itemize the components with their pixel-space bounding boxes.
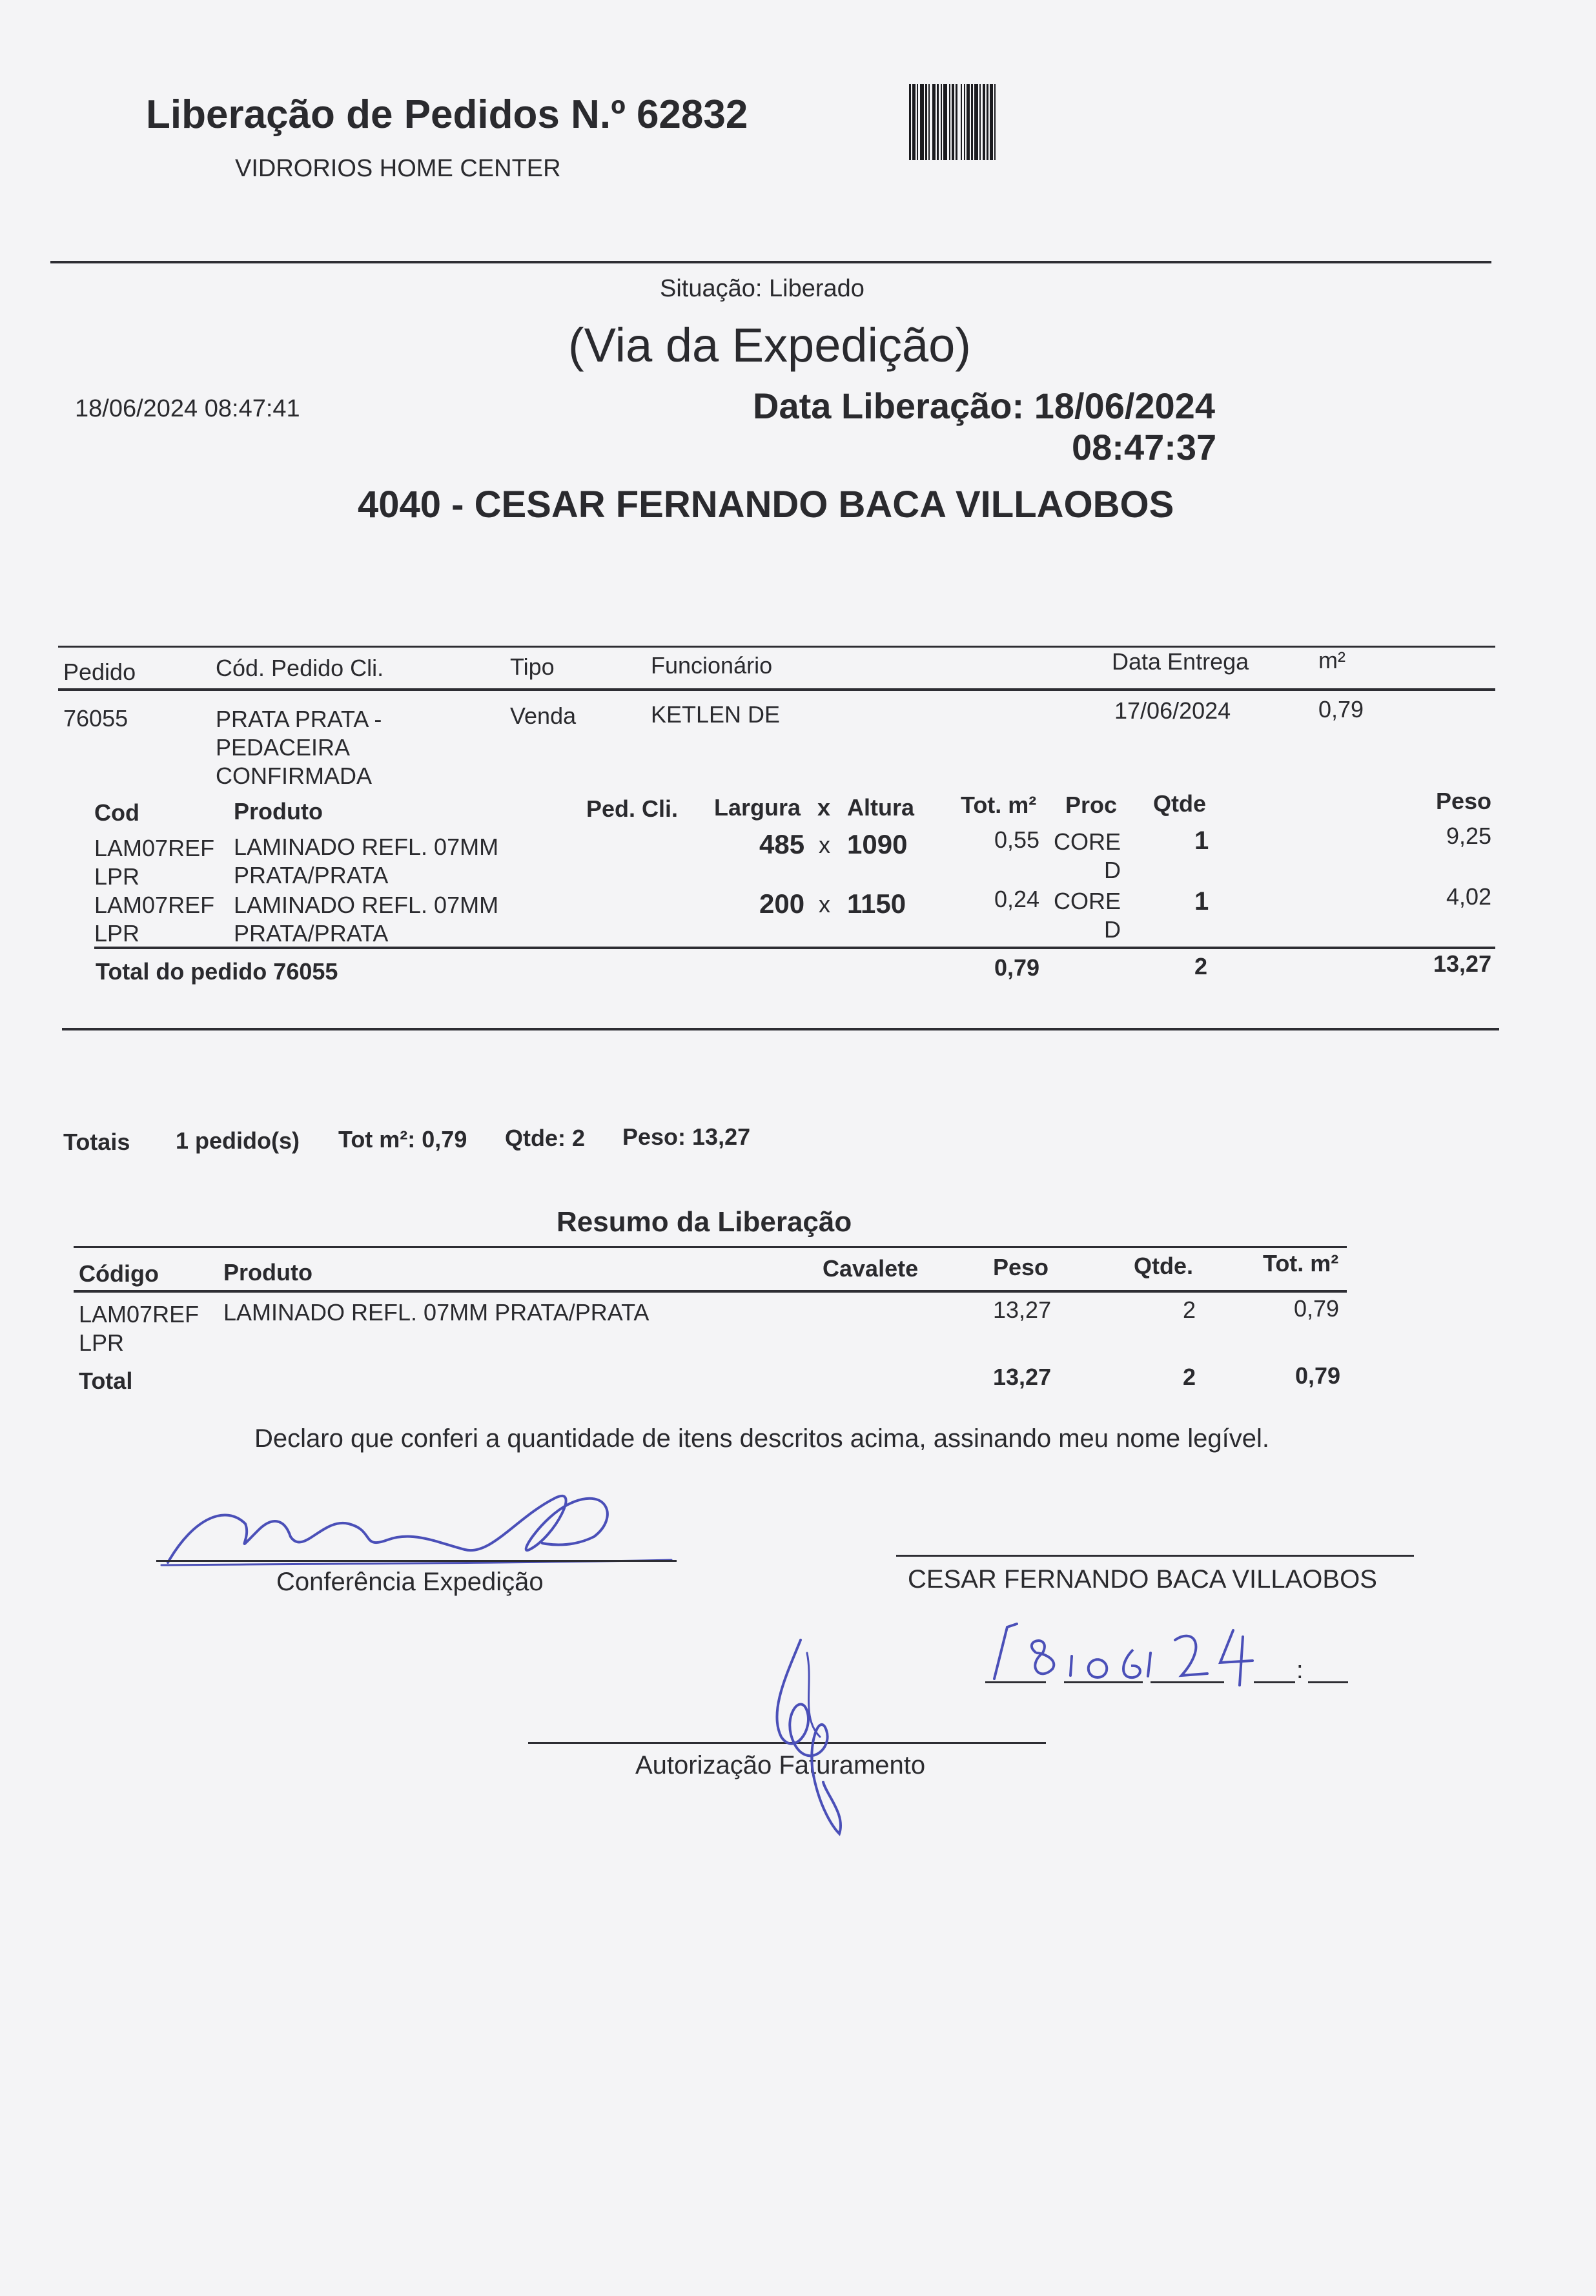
item-2-produto: LAMINADO REFL. 07MM PRATA/PRATA	[234, 892, 499, 947]
item-2-altura: 1150	[847, 888, 906, 919]
items-header-ped-cli: Ped. Cli.	[586, 795, 679, 822]
order-funcionario: KETLEN DE	[651, 701, 781, 728]
col-header-funcionario: Funcionário	[651, 652, 773, 679]
time-blank-minute	[1308, 1681, 1348, 1683]
summary-top-border	[74, 1246, 1347, 1248]
item-1-cod: LAM07REF LPR	[94, 835, 215, 890]
summary-header-codigo: Código	[79, 1260, 159, 1287]
summary-row-tot-m2: 0,79	[1294, 1295, 1340, 1322]
summary-header-produto: Produto	[223, 1259, 312, 1286]
summary-total-label: Total	[79, 1368, 133, 1394]
client-signature-name: CESAR FERNANDO BACA VILLAOBOS	[908, 1565, 1377, 1594]
declaration-text: Declaro que conferi a quantidade de itens descritos acima, assinando meu nome legível.	[254, 1424, 1270, 1453]
summary-total-qtde: 2	[1183, 1364, 1196, 1390]
summary-header-cavalete: Cavalete	[823, 1255, 919, 1282]
client-name: 4040 - CESAR FERNANDO BACA VILLAOBOS	[358, 484, 1174, 526]
order-tipo: Venda	[510, 702, 577, 729]
item-1-largura: 485	[759, 829, 805, 859]
conferencia-label: Conferência Expedição	[276, 1568, 544, 1596]
col-header-tipo: Tipo	[510, 653, 555, 680]
item-1-produto: LAMINADO REFL. 07MM PRATA/PRATA	[234, 834, 499, 888]
conferencia-signature	[155, 1479, 723, 1582]
item-2-peso: 4,02	[1446, 883, 1492, 910]
col-header-pedido: Pedido	[63, 659, 136, 685]
totals-label: Totais	[63, 1129, 130, 1155]
summary-row-qtde: 2	[1183, 1297, 1196, 1323]
item-2-largura: 200	[759, 888, 805, 919]
item-2-tot-m2: 0,24	[994, 886, 1040, 912]
summary-header-peso: Peso	[993, 1254, 1049, 1280]
items-header-qtde: Qtde	[1153, 790, 1207, 817]
items-header-tot-m2: Tot. m²	[961, 792, 1037, 818]
summary-total-peso: 13,27	[993, 1364, 1052, 1390]
item-1-qtde: 1	[1194, 826, 1209, 855]
item-2-cod: LAM07REF LPR	[94, 892, 215, 947]
item-1-altura: 1090	[847, 829, 908, 859]
items-header-proc: Proc	[1065, 792, 1118, 818]
items-total-tot-m2: 0,79	[994, 954, 1040, 981]
totals-pedidos: 1 pedido(s)	[176, 1127, 300, 1154]
summary-header-border	[74, 1290, 1347, 1293]
items-header-peso: Peso	[1436, 788, 1492, 814]
company-name: VIDRORIOS HOME CENTER	[235, 155, 561, 182]
header-divider	[50, 261, 1491, 263]
totals-peso: Peso: 13,27	[622, 1123, 751, 1150]
item-1-proc: CORE D	[1053, 828, 1121, 883]
items-header-altura: Altura	[847, 794, 915, 821]
summary-header-qtde: Qtde.	[1134, 1253, 1194, 1279]
autorizacao-signature	[762, 1634, 865, 1840]
items-total-label: Total do pedido 76055	[96, 958, 338, 985]
col-header-m2: m²	[1318, 647, 1345, 673]
summary-row-codigo: LAM07REF LPR	[79, 1301, 200, 1356]
item-2-proc: CORE D	[1053, 888, 1121, 943]
via-label: (Via da Expedição)	[568, 318, 971, 372]
handwritten-date	[981, 1614, 1356, 1698]
date-blank-year	[1151, 1681, 1224, 1683]
order-table-header-border	[58, 688, 1495, 691]
items-header-x: x	[817, 794, 831, 821]
autorizacao-label: Autorização Faturamento	[635, 1751, 926, 1779]
items-total-qtde: 2	[1194, 953, 1208, 979]
col-header-data-entrega: Data Entrega	[1112, 648, 1249, 675]
items-total-peso: 13,27	[1433, 950, 1492, 977]
release-date: Data Liberação: 18/06/2024	[753, 385, 1215, 426]
status-text: Situação: Liberado	[660, 275, 865, 302]
summary-title: Resumo da Liberação	[557, 1206, 852, 1238]
barcode	[909, 84, 1157, 160]
time-separator: :	[1296, 1657, 1304, 1684]
totals-qtde: Qtde: 2	[505, 1125, 586, 1151]
summary-header-tot-m2: Tot. m²	[1263, 1250, 1339, 1276]
item-1-x: x	[819, 832, 830, 858]
conferencia-line	[156, 1560, 677, 1562]
release-time: 08:47:37	[1072, 427, 1217, 467]
order-section-divider	[62, 1028, 1499, 1030]
document-title: Liberação de Pedidos N.º 62832	[146, 92, 748, 137]
item-2-x: x	[819, 891, 830, 917]
barcode-bar	[996, 84, 998, 160]
col-header-cod-pedido-cli: Cód. Pedido Cli.	[216, 655, 384, 681]
order-pedido: 76055	[63, 705, 128, 732]
item-1-tot-m2: 0,55	[994, 826, 1040, 853]
summary-row-produto: LAMINADO REFL. 07MM PRATA/PRATA	[223, 1299, 650, 1326]
order-data-entrega: 17/06/2024	[1114, 697, 1231, 724]
item-2-qtde: 1	[1194, 887, 1209, 916]
print-datetime: 18/06/2024 08:47:41	[75, 395, 300, 422]
items-header-cod: Cod	[94, 799, 139, 826]
order-table-top-border	[58, 646, 1495, 648]
time-blank-hour	[1254, 1681, 1295, 1683]
summary-total-tot-m2: 0,79	[1295, 1362, 1341, 1389]
item-1-peso: 9,25	[1446, 823, 1492, 849]
totals-tot-m2: Tot m²: 0,79	[338, 1126, 467, 1153]
summary-row-peso: 13,27	[993, 1297, 1052, 1323]
order-cod-pedido-cli: PRATA PRATA - PEDACEIRA CONFIRMADA	[216, 706, 382, 789]
client-signature-line	[896, 1555, 1414, 1557]
items-header-largura: Largura	[714, 794, 801, 821]
items-header-produto: Produto	[234, 798, 323, 825]
date-blank-month	[1064, 1681, 1143, 1683]
date-blank-day	[985, 1681, 1046, 1683]
items-total-border	[94, 947, 1495, 949]
order-m2: 0,79	[1318, 696, 1364, 723]
